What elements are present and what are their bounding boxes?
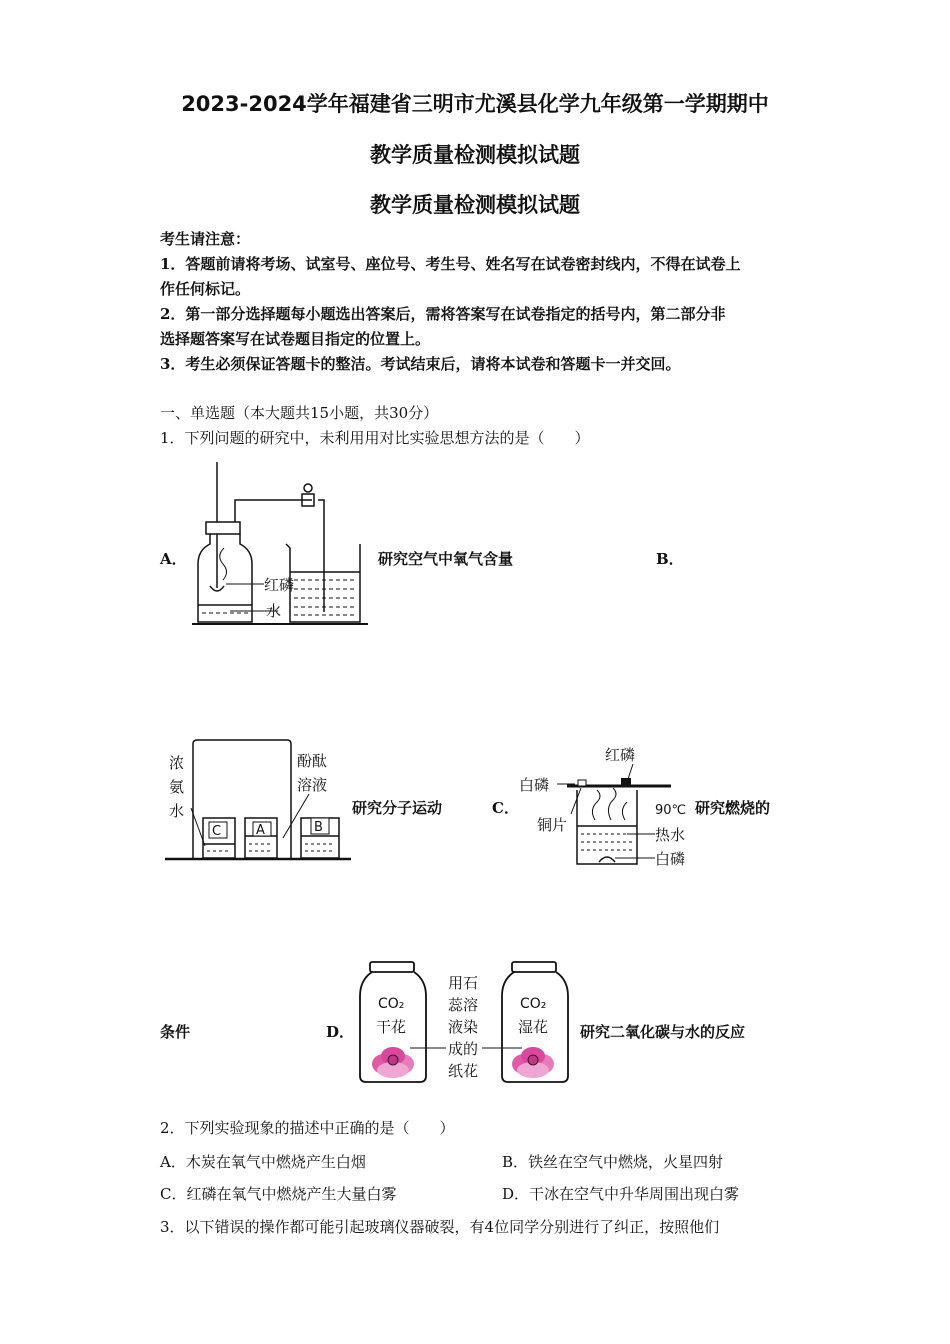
- fig-d-co2-left-label: CO₂: [378, 996, 405, 1012]
- q1-option-b-text: 研究分子运动: [352, 799, 443, 817]
- fig-d-caption-line1: 用石: [448, 974, 479, 992]
- fig-d-wet-flower-label: 湿花: [518, 1018, 549, 1036]
- fig-c-temperature-label: 90℃: [655, 803, 687, 818]
- question-2-stem: 2．下列实验现象的描述中正确的是（ ）: [160, 1119, 455, 1137]
- notice-item-3: 3．考生必须保证答题卡的整洁。考试结束后，请将本试卷和答题卡一并交回。: [160, 355, 681, 373]
- question-3-stem: 3．以下错误的操作都可能引起玻璃仪器破裂，有4位同学分别进行了纠正，按照他们: [160, 1218, 720, 1236]
- fig-b-ammonia-label-2: 氨: [169, 778, 185, 796]
- document-title-line2: 教学质量检测模拟试题: [370, 143, 580, 167]
- section-heading: 一、单选题（本大题共15小题，共30分）: [160, 404, 439, 422]
- fig-a-red-phosphorus-label: 红磷: [264, 576, 295, 594]
- q1-option-a-letter: A．: [160, 550, 187, 568]
- fig-b-ammonia-label-3: 水: [169, 802, 185, 820]
- fig-c-white-phosphorus-bottom-label: 白磷: [655, 850, 686, 868]
- q1-option-c-text: 研究燃烧的: [695, 799, 771, 817]
- q1-option-c-text-continued: 条件: [160, 1023, 191, 1041]
- question-1-stem: 1．下列问题的研究中，未利用用对比实验思想方法的是（ ）: [160, 429, 590, 447]
- fig-c-copper-label: 铜片: [537, 816, 568, 834]
- fig-d-caption-line2: 蕊溶: [448, 996, 479, 1014]
- notice-item-2b: 选择题答案写在试卷题目指定的位置上。: [160, 330, 431, 348]
- fig-d-flower-right: [512, 1047, 554, 1078]
- fig-d-dry-flower-label: 干花: [376, 1018, 407, 1036]
- q1-option-d-text: 研究二氧化碳与水的反应: [580, 1023, 746, 1041]
- q2-option-c: C．红磷在氧气中燃烧产生大量白雾: [160, 1185, 397, 1203]
- fig-d-caption-line4: 成的: [448, 1040, 479, 1058]
- fig-b-beaker-c-label: C: [212, 824, 222, 839]
- q2-option-a: A．木炭在氧气中燃烧产生白烟: [160, 1153, 366, 1171]
- fig-d-caption-line5: 纸花: [448, 1062, 479, 1080]
- fig-c-hot-water-label: 热水: [655, 826, 686, 844]
- q1-option-d-letter: D．: [326, 1023, 355, 1041]
- q1-option-a-text: 研究空气中氧气含量: [378, 550, 514, 568]
- figure-a-oxygen-apparatus: [190, 460, 380, 630]
- notice-item-1b: 作任何标记。: [160, 280, 251, 298]
- document-title-line3: 教学质量检测模拟试题: [370, 193, 580, 217]
- notice-heading: 考生请注意：: [160, 230, 251, 248]
- figure-c-combustion: [515, 742, 695, 872]
- fig-a-water-label: 水: [266, 602, 282, 620]
- fig-c-red-phosphorus-label: 红磷: [605, 746, 636, 764]
- fig-b-phenolphthalein-label-1: 酚酞: [297, 752, 328, 770]
- q2-option-b: B．铁丝在空气中燃烧，火星四射: [502, 1153, 724, 1171]
- fig-d-caption-line3: 液染: [448, 1018, 479, 1036]
- fig-b-phenolphthalein-label-2: 溶液: [297, 776, 328, 794]
- q1-option-b-letter: B．: [656, 550, 684, 568]
- notice-item-1a: 1．答题前请将考场、试室号、座位号、考生号、姓名写在试卷密封线内，不得在试卷上: [160, 255, 741, 273]
- notice-item-2a: 2．第一部分选择题每小题选出答案后，需将答案写在试卷指定的括号内，第二部分非: [160, 305, 726, 323]
- fig-c-white-phosphorus-top-label: 白磷: [519, 776, 550, 794]
- fig-d-flower-left: [372, 1047, 414, 1078]
- q1-option-c-letter: C．: [492, 799, 519, 817]
- fig-b-beaker-b-label: B: [314, 820, 323, 835]
- fig-d-co2-right-label: CO₂: [520, 996, 547, 1012]
- q2-option-d: D．干冰在空气中升华周围出现白雾: [502, 1185, 740, 1203]
- figure-d-co2-water: [358, 960, 580, 1086]
- fig-b-ammonia-label-1: 浓: [169, 754, 185, 772]
- figure-b-molecule-motion: [165, 738, 355, 868]
- document-title-line1: 2023-2024学年福建省三明市尤溪县化学九年级第一学期期中: [181, 92, 769, 116]
- fig-b-beaker-a-label: A: [256, 823, 265, 838]
